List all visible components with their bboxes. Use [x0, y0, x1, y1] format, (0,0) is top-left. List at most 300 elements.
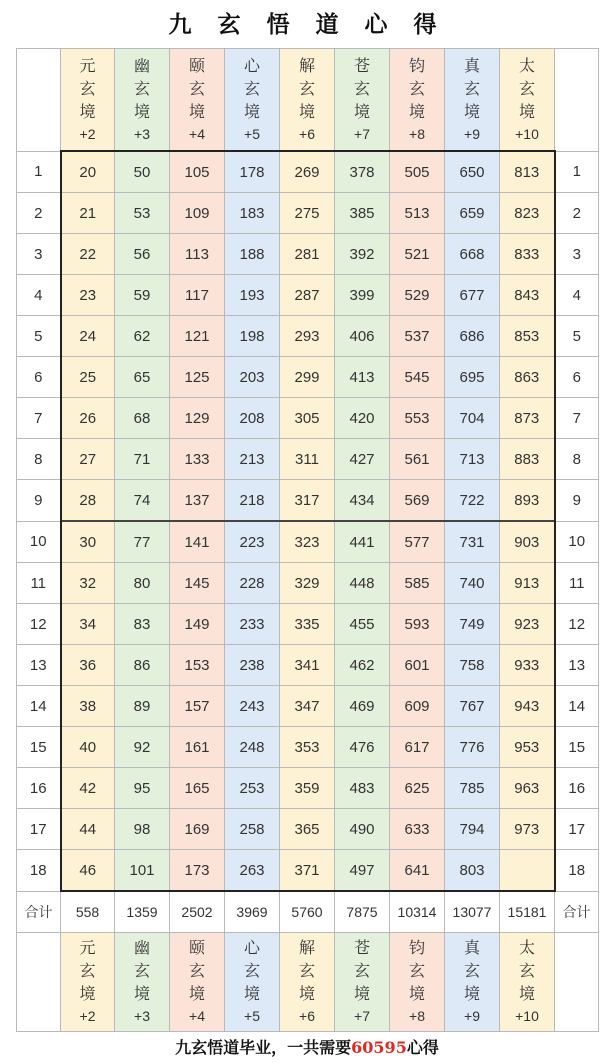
- realm-bonus: +4: [189, 1008, 205, 1024]
- table-cell: 34: [61, 604, 115, 645]
- table-cell: 62: [115, 316, 170, 357]
- table-cell: 641: [390, 850, 445, 892]
- table-cell: 329: [280, 563, 335, 604]
- table-row: [17, 316, 599, 357]
- table-cell: 137: [170, 480, 225, 522]
- table-row: [17, 809, 599, 850]
- realm-char: 钧: [408, 938, 425, 957]
- table-cell: 208: [225, 398, 280, 439]
- table-cell: 434: [335, 480, 390, 522]
- level-label-right: 10: [555, 521, 599, 563]
- header-realm-2: [115, 49, 170, 152]
- realm-char: 玄: [79, 78, 96, 98]
- level-label-right: 4: [555, 275, 599, 316]
- table-cell: 903: [500, 521, 555, 563]
- level-label-left: 12: [17, 604, 61, 645]
- table-cell: 42: [61, 768, 115, 809]
- table-cell: 46: [61, 850, 115, 892]
- realm-char: 境: [518, 101, 535, 121]
- level-label-right: 2: [555, 193, 599, 234]
- realm-bonus: +2: [79, 1008, 96, 1024]
- table-cell: 243: [225, 686, 280, 727]
- realm-char: 境: [298, 984, 315, 1003]
- realm-label: [280, 54, 334, 146]
- realm-label: [445, 54, 499, 146]
- table-cell: 561: [390, 439, 445, 480]
- realm-bonus: +3: [134, 125, 150, 142]
- realm-char: 玄: [298, 961, 315, 980]
- table-cell: 476: [335, 727, 390, 768]
- realm-bonus: +8: [409, 125, 425, 142]
- table-cell: 53: [115, 193, 170, 234]
- table-cell: 601: [390, 645, 445, 686]
- realm-char: 玄: [353, 78, 370, 98]
- realm-label: [280, 936, 334, 1028]
- table-cell: 406: [335, 316, 390, 357]
- table-row: [17, 398, 599, 439]
- table-cell: 713: [445, 439, 500, 480]
- table-cell: 28: [61, 480, 115, 522]
- realm-bonus: +9: [464, 1008, 480, 1024]
- realm-char: 玄: [133, 78, 150, 98]
- header-realm-3: [170, 49, 225, 152]
- realm-char: 真: [463, 55, 480, 75]
- level-label-right: 8: [555, 439, 599, 480]
- table-cell: 953: [500, 727, 555, 768]
- table-cell: 25: [61, 357, 115, 398]
- realm-char: 境: [353, 101, 370, 121]
- level-label-left: 6: [17, 357, 61, 398]
- header-corner-right: [555, 49, 599, 152]
- realm-char: 苍: [353, 938, 370, 957]
- level-label-right: 14: [555, 686, 599, 727]
- table-cell: 178: [225, 151, 280, 193]
- table-cell: 731: [445, 521, 500, 563]
- level-label-left: 5: [17, 316, 61, 357]
- realm-label: [115, 54, 169, 146]
- table-cell: 359: [280, 768, 335, 809]
- total-cell: 558: [61, 891, 115, 933]
- level-label-left: 17: [17, 809, 61, 850]
- total-cell: 10314: [390, 891, 445, 933]
- table-cell: 27: [61, 439, 115, 480]
- summary-total: 60595: [351, 1038, 407, 1057]
- table-cell: 843: [500, 275, 555, 316]
- table-cell: 44: [61, 809, 115, 850]
- realm-char: 玄: [133, 961, 150, 980]
- level-label-left: 1: [17, 151, 61, 193]
- footer-corner-right: [555, 933, 599, 1032]
- table-cell: 32: [61, 563, 115, 604]
- table-cell: 490: [335, 809, 390, 850]
- table-cell: 803: [445, 850, 500, 892]
- header-realm-5: [280, 49, 335, 152]
- xinde-table: [16, 48, 599, 1032]
- table-cell: 129: [170, 398, 225, 439]
- table-cell: 80: [115, 563, 170, 604]
- table-cell: 233: [225, 604, 280, 645]
- table-cell: 973: [500, 809, 555, 850]
- footer-corner-left: [17, 933, 61, 1032]
- level-label-right: 6: [555, 357, 599, 398]
- table-cell: 223: [225, 521, 280, 563]
- table-row: [17, 645, 599, 686]
- table-cell: 275: [280, 193, 335, 234]
- level-label-left: 4: [17, 275, 61, 316]
- realm-char: 玄: [243, 961, 260, 980]
- table-row: [17, 234, 599, 275]
- realm-bonus: +3: [134, 1008, 150, 1024]
- table-cell: 133: [170, 439, 225, 480]
- realm-bonus: +9: [464, 125, 480, 142]
- realm-char: 玄: [408, 78, 425, 98]
- table-cell: 83: [115, 604, 170, 645]
- totals-row: [17, 891, 599, 933]
- table-cell: 893: [500, 480, 555, 522]
- realm-char: 境: [188, 984, 205, 1003]
- table-cell: 141: [170, 521, 225, 563]
- footer-row: [17, 933, 599, 1032]
- level-label-right: 15: [555, 727, 599, 768]
- realm-label: [225, 936, 279, 1028]
- table-cell: 145: [170, 563, 225, 604]
- realm-label: [335, 54, 389, 146]
- realm-char: 境: [133, 101, 150, 121]
- table-cell: 121: [170, 316, 225, 357]
- table-cell: 413: [335, 357, 390, 398]
- level-label-left: 13: [17, 645, 61, 686]
- realm-char: 境: [353, 984, 370, 1003]
- table-cell: 253: [225, 768, 280, 809]
- table-cell: 89: [115, 686, 170, 727]
- realm-bonus: +8: [409, 1008, 425, 1024]
- table-cell: 269: [280, 151, 335, 193]
- header-realm-4: [225, 49, 280, 152]
- table-cell: 853: [500, 316, 555, 357]
- table-cell: 722: [445, 480, 500, 522]
- level-label-left: 8: [17, 439, 61, 480]
- realm-char: 玄: [518, 78, 535, 98]
- table-cell: 521: [390, 234, 445, 275]
- table-cell: 248: [225, 727, 280, 768]
- table-cell: 385: [335, 193, 390, 234]
- realm-char: 境: [408, 984, 425, 1003]
- total-cell: 13077: [445, 891, 500, 933]
- table-cell: 513: [390, 193, 445, 234]
- table-cell: 101: [115, 850, 170, 892]
- table-cell: 188: [225, 234, 280, 275]
- header-realm-1: [61, 49, 115, 152]
- table-cell: 943: [500, 686, 555, 727]
- table-cell: 704: [445, 398, 500, 439]
- table-cell: 365: [280, 809, 335, 850]
- table-cell: 26: [61, 398, 115, 439]
- table-cell: 625: [390, 768, 445, 809]
- summary-suffix: 心得: [406, 1038, 439, 1057]
- table-cell: 311: [280, 439, 335, 480]
- table-cell: 462: [335, 645, 390, 686]
- level-label-left: 10: [17, 521, 61, 563]
- realm-char: 玄: [463, 961, 480, 980]
- table-cell: 427: [335, 439, 390, 480]
- table-cell: 30: [61, 521, 115, 563]
- table-cell: 153: [170, 645, 225, 686]
- table-cell: 913: [500, 563, 555, 604]
- table-cell: 238: [225, 645, 280, 686]
- table-cell: 198: [225, 316, 280, 357]
- level-label-right: 17: [555, 809, 599, 850]
- table-cell: 617: [390, 727, 445, 768]
- table-cell: 863: [500, 357, 555, 398]
- table-cell: 609: [390, 686, 445, 727]
- level-label-right: 11: [555, 563, 599, 604]
- total-cell: 5760: [280, 891, 335, 933]
- table-cell: 593: [390, 604, 445, 645]
- page-title: 九 玄 悟 道 心 得: [168, 11, 446, 38]
- table-cell: 157: [170, 686, 225, 727]
- table-cell: 105: [170, 151, 225, 193]
- realm-char: 境: [463, 101, 480, 121]
- table-cell: 22: [61, 234, 115, 275]
- table-cell: 65: [115, 357, 170, 398]
- realm-char: 解: [298, 938, 315, 957]
- realm-char: 境: [188, 101, 205, 121]
- level-label-right: 5: [555, 316, 599, 357]
- footer-realm-5: [280, 933, 335, 1032]
- realm-bonus: +7: [354, 1008, 370, 1024]
- realm-char: 真: [463, 938, 480, 957]
- level-label-left: 9: [17, 480, 61, 522]
- realm-bonus: +7: [354, 125, 370, 142]
- footer-realm-6: [335, 933, 390, 1032]
- realm-char: 玄: [298, 78, 315, 98]
- realm-bonus: +10: [515, 1008, 539, 1024]
- summary-prefix: 九玄悟道毕业，一共需要: [175, 1038, 352, 1057]
- table-cell: 98: [115, 809, 170, 850]
- table-cell: 585: [390, 563, 445, 604]
- realm-char: 境: [133, 984, 150, 1003]
- realm-label: [390, 54, 444, 146]
- table-row: [17, 768, 599, 809]
- table-cell: 117: [170, 275, 225, 316]
- realm-bonus: +5: [244, 1008, 260, 1024]
- realm-bonus: +4: [189, 125, 205, 142]
- total-cell: 2502: [170, 891, 225, 933]
- header-realm-8: [445, 49, 500, 152]
- table-cell: 299: [280, 357, 335, 398]
- totals-label-right: 合计: [555, 891, 599, 933]
- realm-bonus: +5: [244, 125, 260, 142]
- table-cell: 40: [61, 727, 115, 768]
- table-cell: 686: [445, 316, 500, 357]
- table-cell: 203: [225, 357, 280, 398]
- table-row: [17, 850, 599, 892]
- table-row: [17, 357, 599, 398]
- realm-char: 玄: [79, 961, 96, 980]
- realm-char: 境: [518, 984, 535, 1003]
- table-cell: 305: [280, 398, 335, 439]
- realm-char: 境: [298, 101, 315, 121]
- table-cell: 347: [280, 686, 335, 727]
- table-cell: 125: [170, 357, 225, 398]
- table-cell: 469: [335, 686, 390, 727]
- summary-line: [0, 1035, 614, 1061]
- total-cell: 1359: [115, 891, 170, 933]
- table-cell: 883: [500, 439, 555, 480]
- table-cell: 505: [390, 151, 445, 193]
- table-cell: 420: [335, 398, 390, 439]
- realm-char: 太: [518, 55, 535, 75]
- table-cell: 455: [335, 604, 390, 645]
- realm-char: 玄: [243, 78, 260, 98]
- table-cell: 56: [115, 234, 170, 275]
- header-realm-6: [335, 49, 390, 152]
- realm-label: [61, 54, 114, 146]
- totals-label-left: 合计: [17, 891, 61, 933]
- table-cell: 218: [225, 480, 280, 522]
- table-cell: 173: [170, 850, 225, 892]
- table-cell: 633: [390, 809, 445, 850]
- table-row: [17, 563, 599, 604]
- table-cell: 371: [280, 850, 335, 892]
- table-cell: 86: [115, 645, 170, 686]
- table-cell: 553: [390, 398, 445, 439]
- table-cell: 833: [500, 234, 555, 275]
- table-cell: 161: [170, 727, 225, 768]
- level-label-right: 13: [555, 645, 599, 686]
- table-cell: 24: [61, 316, 115, 357]
- level-label-left: 15: [17, 727, 61, 768]
- realm-char: 解: [298, 55, 315, 75]
- table-cell: 213: [225, 439, 280, 480]
- table-cell: 740: [445, 563, 500, 604]
- level-label-left: 18: [17, 850, 61, 892]
- table-cell: 378: [335, 151, 390, 193]
- realm-bonus: +6: [299, 1008, 315, 1024]
- realm-char: 元: [79, 938, 96, 957]
- realm-char: 太: [518, 938, 535, 957]
- table-cell: 569: [390, 480, 445, 522]
- total-cell: 3969: [225, 891, 280, 933]
- table-cell: 776: [445, 727, 500, 768]
- table-row: [17, 439, 599, 480]
- realm-label: [335, 936, 389, 1028]
- table-cell: 933: [500, 645, 555, 686]
- table-cell: 165: [170, 768, 225, 809]
- table-row: [17, 151, 599, 193]
- total-cell: 15181: [500, 891, 555, 933]
- table-cell: 823: [500, 193, 555, 234]
- table-row: [17, 686, 599, 727]
- level-label-left: 14: [17, 686, 61, 727]
- table-cell: 441: [335, 521, 390, 563]
- realm-label: [61, 936, 114, 1028]
- table-cell: 281: [280, 234, 335, 275]
- realm-char: 玄: [188, 961, 205, 980]
- footer-realm-3: [170, 933, 225, 1032]
- table-cell: 695: [445, 357, 500, 398]
- table-cell: 785: [445, 768, 500, 809]
- level-label-left: 7: [17, 398, 61, 439]
- table-row: [17, 604, 599, 645]
- realm-label: [500, 54, 554, 146]
- level-label-left: 2: [17, 193, 61, 234]
- table-cell: 341: [280, 645, 335, 686]
- header-realm-9: [500, 49, 555, 152]
- realm-label: [500, 936, 554, 1028]
- level-label-right: 16: [555, 768, 599, 809]
- table-cell: 813: [500, 151, 555, 193]
- realm-char: 玄: [518, 961, 535, 980]
- table-cell: 650: [445, 151, 500, 193]
- realm-char: 心: [243, 55, 260, 75]
- table-cell: 323: [280, 521, 335, 563]
- table-row: [17, 727, 599, 768]
- realm-char: 境: [243, 984, 260, 1003]
- table-cell: 77: [115, 521, 170, 563]
- table-cell: 23: [61, 275, 115, 316]
- table-cell: 50: [115, 151, 170, 193]
- table-cell: [500, 850, 555, 892]
- realm-char: 幽: [133, 938, 150, 957]
- table-cell: 20: [61, 151, 115, 193]
- table-cell: 149: [170, 604, 225, 645]
- realm-char: 苍: [353, 55, 370, 75]
- realm-char: 元: [79, 55, 96, 75]
- header-realm-7: [390, 49, 445, 152]
- realm-char: 幽: [133, 55, 150, 75]
- table-cell: 183: [225, 193, 280, 234]
- table-cell: 68: [115, 398, 170, 439]
- table-cell: 36: [61, 645, 115, 686]
- level-label-left: 16: [17, 768, 61, 809]
- realm-bonus: +10: [515, 125, 539, 142]
- realm-char: 玄: [408, 961, 425, 980]
- level-label-right: 12: [555, 604, 599, 645]
- realm-label: [170, 936, 224, 1028]
- table-cell: 963: [500, 768, 555, 809]
- realm-char: 境: [79, 984, 96, 1003]
- level-label-right: 9: [555, 480, 599, 522]
- table-cell: 537: [390, 316, 445, 357]
- table-cell: 113: [170, 234, 225, 275]
- realm-char: 境: [79, 101, 96, 121]
- level-label-right: 7: [555, 398, 599, 439]
- table-cell: 794: [445, 809, 500, 850]
- footer-realm-8: [445, 933, 500, 1032]
- table-cell: 448: [335, 563, 390, 604]
- table-cell: 71: [115, 439, 170, 480]
- level-label-right: 3: [555, 234, 599, 275]
- table-cell: 577: [390, 521, 445, 563]
- realm-bonus: +6: [299, 125, 315, 142]
- realm-char: 境: [408, 101, 425, 121]
- realm-char: 颐: [188, 55, 205, 75]
- table-cell: 228: [225, 563, 280, 604]
- table-cell: 193: [225, 275, 280, 316]
- table-cell: 353: [280, 727, 335, 768]
- realm-char: 钧: [408, 55, 425, 75]
- table-cell: 392: [335, 234, 390, 275]
- header-row: [17, 49, 599, 152]
- header-corner-left: [17, 49, 61, 152]
- table-cell: 38: [61, 686, 115, 727]
- table-cell: 317: [280, 480, 335, 522]
- footer-realm-2: [115, 933, 170, 1032]
- table-cell: 92: [115, 727, 170, 768]
- realm-char: 心: [243, 938, 260, 957]
- total-cell: 7875: [335, 891, 390, 933]
